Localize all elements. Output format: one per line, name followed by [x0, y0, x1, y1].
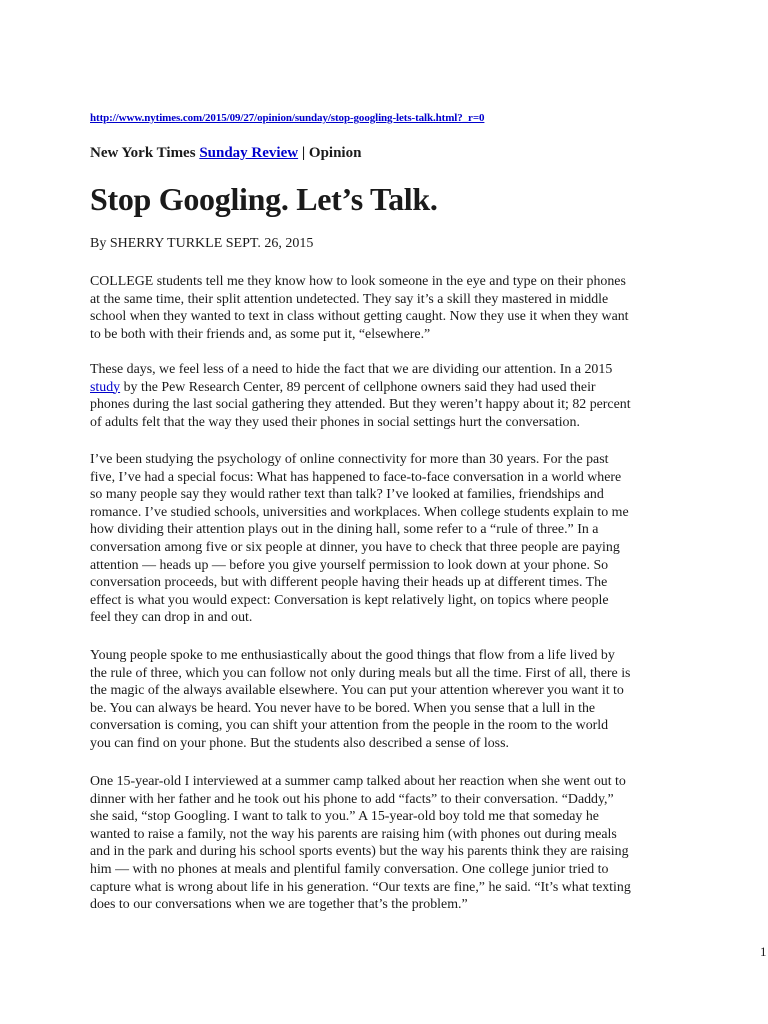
paragraph-line: conversation is coming, you can shift your attention from the people in the room to the world: [90, 718, 609, 734]
paragraph-line: Young people spoke to me enthusiastically about the good things that flow from a life lived by: [90, 648, 615, 663]
page-number: 1: [760, 944, 767, 959]
paragraph-line: and in the park and during his school sports events) but the way his parents think they are raising: [90, 844, 629, 860]
paragraph-line: One 15-year-old I interviewed at a summer camp talked about her reaction when she went out to: [90, 774, 626, 789]
masthead: [90, 145, 361, 162]
section-link-sunday-review[interactable]: Sunday Review: [199, 145, 299, 161]
paragraph-line: dinner with her father and he took out his phone to add “facts” to their conversation. “Daddy,”: [90, 791, 614, 807]
subsection-label: Opinion: [308, 145, 362, 161]
paragraph-line: conversation among five or six people at dinner, you have to check that three people are paying: [90, 539, 620, 555]
paragraph-line: capture what is wrong about life in his generation. “Our texts are fine,” he said. “It’s what texting: [90, 879, 631, 895]
source-url-link[interactable]: http://www.nytimes.com/2015/09/27/opinion/sunday/stop-googling-lets-talk.html?_r=0: [90, 112, 485, 124]
paragraph-line: romance. I’ve studied schools, universities and workplaces. When college students explain to me: [90, 504, 629, 520]
paragraph-line: so many people say they would rather text than talk? I’ve looked at families, friendships and: [90, 487, 604, 503]
publication-name: New York Times: [90, 145, 196, 161]
paragraph-line: feel they can drop in and out.: [90, 610, 253, 626]
paragraph-5: [90, 773, 690, 914]
paragraph-line: five, I’ve had a special focus: What has happened to face-to-face conversation in a world where: [90, 469, 622, 485]
paragraph-3: [90, 451, 690, 627]
paragraph-line: COLLEGE students tell me they know how to look someone in the eye and type on their phones: [90, 274, 626, 289]
article-headline: Stop Googling. Let’s Talk.: [90, 181, 438, 217]
byline: By SHERRY TURKLE SEPT. 26, 2015: [90, 236, 314, 251]
paragraph-line: how dividing their attention plays out in the dining hall, some refer to a “rule of three.” In a: [90, 522, 599, 538]
paragraph-line-with-link: [90, 379, 690, 397]
paragraph-line: you can find on your phone. But the students also described a sense of loss.: [90, 735, 509, 751]
paragraph-line: the magic of the always available elsewhere. You can put your attention wherever you want it to: [90, 683, 624, 699]
paragraph-line: of adults felt that the way they used their phones in social settings hurt the conversation.: [90, 414, 580, 430]
paragraph-line: school when they wanted to text in class without getting caught. Now they use it when they want: [90, 309, 629, 325]
study-link[interactable]: study: [90, 379, 121, 395]
paragraph-line: effect is what you would expect: Conversation is kept relatively light, on topics where people: [90, 592, 609, 608]
paragraph-line: be. You can always be heard. You never have to be bored. When you sense that a lull in the: [90, 700, 596, 716]
paragraph-line: does to our conversations when we are together that’s the problem.”: [90, 897, 468, 913]
paragraph-2: [90, 361, 690, 431]
paragraph-line: conversation proceeds, but with different people having their heads up at different times. The: [90, 575, 608, 591]
paragraph-line: to be both with their friends and, as some put it, “elsewhere.”: [90, 326, 431, 342]
paragraph-line: wanted to raise a family, not the way his parents are raising him (with phones out during meals: [90, 826, 617, 842]
paragraph-line: These days, we feel less of a need to hide the fact that we are dividing our attention. In a 2015: [90, 362, 613, 377]
paragraph-line: she said, “stop Googling. I want to talk to you.” A 15-year-old boy told me that someday he: [90, 809, 599, 825]
paragraph-line: him — with no phones at meals and plentiful family conversation. One college junior tried to: [90, 861, 609, 877]
paragraph-line: at the same time, their split attention undetected. They say it’s a skill they mastered in middle: [90, 291, 609, 307]
paragraph-line: the rule of three, which you can follow not only during meals but all the time. First of all, there is: [90, 665, 631, 681]
paragraph-1: [90, 273, 690, 343]
paragraph-line: I’ve been studying the psychology of online connectivity for more than 30 years. For the past: [90, 452, 609, 467]
masthead-separator: |: [298, 145, 309, 161]
paragraph-4: [90, 647, 690, 753]
paragraph-line-text: by the Pew Research Center, 89 percent of cellphone owners said they had used their: [123, 379, 596, 395]
paragraph-line: attention — heads up — before you give yourself permission to look down at your phone. So: [90, 557, 609, 573]
paragraph-line: phones during the last social gathering they attended. But they weren’t happy about it; 82 percent: [90, 397, 631, 413]
